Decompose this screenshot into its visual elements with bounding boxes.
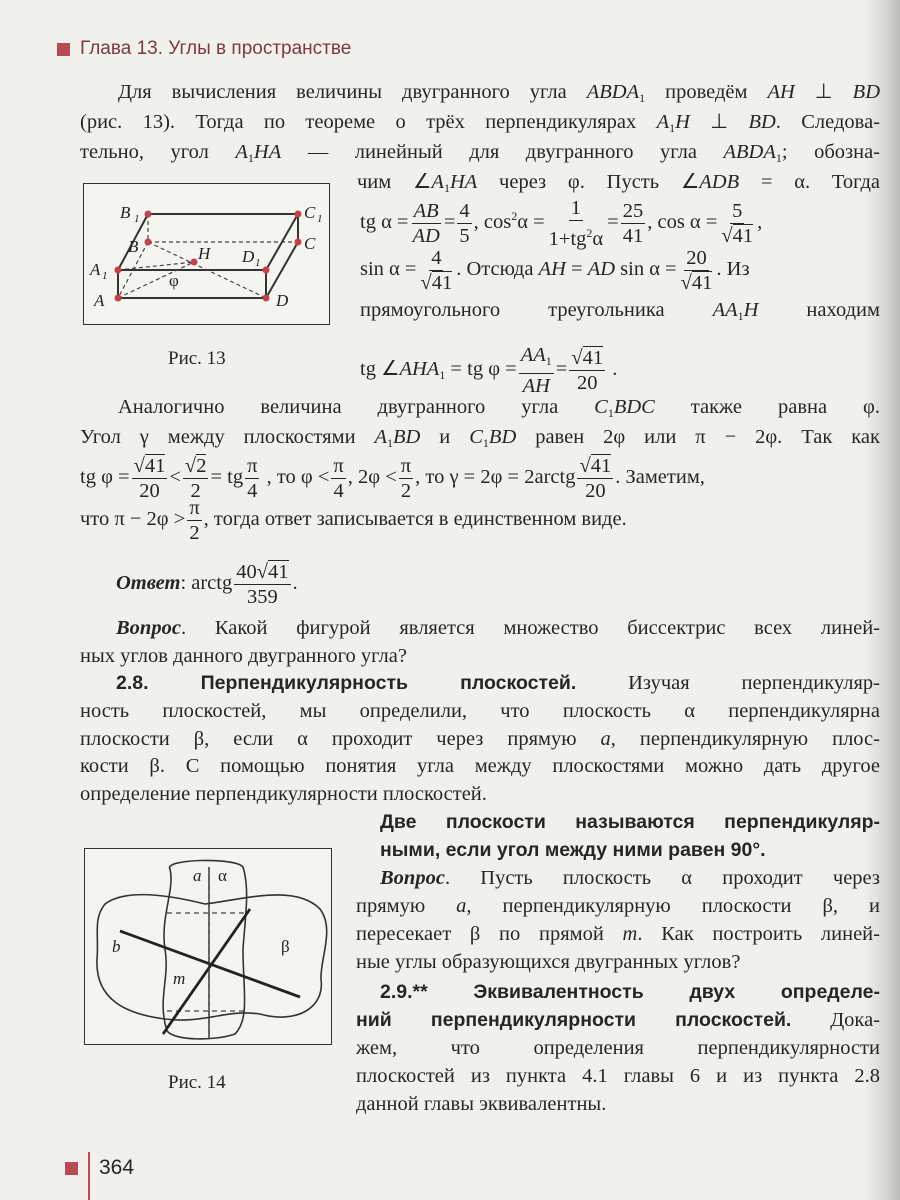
denominator: [457, 224, 471, 248]
denominator: [411, 224, 442, 248]
text-run: ных углов данного двугранного угла?: [80, 645, 407, 667]
point-label: B: [120, 203, 131, 222]
text-run: = tg: [210, 466, 244, 489]
text-run: : arctg: [180, 572, 233, 595]
math-variable: C: [594, 396, 608, 418]
text-run: 2: [189, 522, 200, 544]
text-run: tg α =: [360, 211, 409, 234]
angle-label: φ: [169, 271, 179, 290]
subscript: 1: [737, 309, 744, 323]
radicand: 41: [431, 272, 453, 294]
denominator: [621, 224, 646, 248]
text-run: 25: [622, 200, 644, 222]
radical-icon: √: [571, 347, 583, 369]
math-variable: AD: [412, 225, 440, 247]
math-variable: A: [235, 141, 248, 163]
text-run: ⊥: [689, 111, 749, 133]
radicand: 41: [582, 347, 604, 369]
point-label: H: [198, 244, 211, 263]
text-line: [356, 1091, 606, 1117]
text-run: . Как построить линей-: [637, 923, 880, 945]
text-run: 20: [139, 480, 160, 502]
fraction: [569, 346, 605, 395]
text-run: Угол γ между плоскостями: [80, 426, 375, 448]
text-run: ,: [757, 211, 763, 234]
numerator: [457, 199, 471, 224]
text-run: , перпендикулярную плоскости β, и: [466, 895, 880, 917]
radicand: 41: [268, 561, 289, 583]
text-run: , cos: [473, 211, 512, 234]
math-variable: a: [456, 895, 467, 917]
math-variable: m: [622, 923, 638, 945]
text-run: что π − 2φ >: [80, 508, 186, 531]
text-line: [80, 781, 487, 807]
math-variable: AB: [413, 200, 439, 222]
radical-icon: √: [579, 455, 591, 477]
text-run: . Следова-: [775, 111, 881, 133]
math-variable: ABDA: [723, 141, 776, 163]
text-run: =: [555, 358, 568, 381]
square-root: [579, 454, 611, 477]
subscript: 1: [482, 436, 489, 450]
denominator: [575, 371, 600, 395]
point-label: 1: [102, 270, 108, 282]
radicand: 41: [691, 272, 713, 294]
fraction: [187, 496, 201, 545]
text-run: 4: [333, 480, 344, 502]
subscript: 1: [545, 354, 552, 368]
perpendicular-planes-diagram: [85, 849, 331, 1044]
page-marker-icon: [65, 1162, 78, 1175]
numerator: [234, 560, 290, 585]
text-run: π: [189, 497, 200, 519]
text-run: прямую: [356, 895, 457, 917]
text-run: , cos α =: [647, 211, 718, 234]
text-run: Аналогично величина двугранного угла: [118, 396, 595, 418]
line-label: m: [173, 969, 186, 988]
numerator: [621, 199, 646, 224]
point-label: C: [304, 203, 316, 222]
text-line: [80, 643, 407, 669]
text-run: Дока-: [791, 1009, 880, 1031]
square-root: [571, 346, 603, 369]
fraction: [621, 199, 646, 248]
section-heading: ний перпендикулярности плоскостей.: [356, 1009, 792, 1031]
numerator: [412, 199, 441, 224]
superscript: 2: [511, 209, 518, 224]
text-run: данной главы эквивалентны.: [356, 1093, 607, 1115]
denominator: [245, 585, 280, 609]
text-run: плоскости β, если α проходит через прямую: [80, 728, 601, 750]
fraction: [457, 199, 471, 248]
parallelepiped-diagram: [84, 184, 329, 324]
text-line: [118, 394, 880, 426]
page-number: 364: [99, 1156, 135, 1179]
radicand: 41: [590, 455, 612, 477]
text-run: и: [420, 426, 470, 448]
radical-icon: √: [721, 225, 733, 247]
text-line: [80, 109, 880, 141]
text-line: [360, 297, 880, 329]
fraction: [519, 343, 554, 398]
square-root: [185, 454, 207, 477]
section-heading: 2.9.** Эквивалентность двух определе-: [380, 981, 880, 1003]
numerator: [187, 496, 201, 521]
text-run: проведём: [645, 81, 768, 103]
math-variable: BD: [488, 426, 517, 448]
text-line: [356, 1063, 880, 1089]
text-run: 20: [585, 480, 606, 502]
math-variable: C: [469, 426, 483, 448]
text-run: Изучая перпендикуляр-: [576, 672, 880, 694]
radical-icon: √: [184, 455, 197, 477]
radicand: 2: [196, 455, 207, 477]
point-label: 1: [134, 213, 140, 225]
chapter-marker-icon: [57, 43, 70, 56]
numerator: [429, 246, 443, 271]
radical-icon: √: [133, 455, 145, 477]
figure-14-caption: Рис. 14: [168, 1072, 226, 1093]
text-run: находим: [758, 299, 880, 321]
square-root: [681, 271, 713, 294]
text-line: [118, 79, 880, 111]
math-variable: A: [431, 171, 444, 193]
text-run: π: [247, 455, 258, 477]
text-run: через φ. Пусть ∠: [477, 171, 700, 193]
text-run: жем, что определения перпендикулярности: [356, 1037, 880, 1059]
text-run: sin α =: [360, 258, 417, 281]
fraction: [719, 199, 755, 248]
text-run: 20: [686, 247, 707, 269]
text-run: sin α =: [615, 258, 677, 281]
text-run: также равна φ.: [654, 396, 880, 418]
subscript: 1: [387, 436, 394, 450]
section-heading-line: [380, 979, 880, 1005]
numerator: [730, 199, 744, 224]
text-run: = α. Тогда: [739, 171, 880, 193]
line-label: b: [112, 937, 121, 956]
subscript: 1: [247, 151, 254, 165]
text-run: чим ∠: [357, 171, 432, 193]
label-emphasis: Вопрос: [380, 867, 445, 889]
figure-13-caption: Рис. 13: [168, 348, 226, 369]
numerator: [569, 196, 583, 221]
text-line: [80, 139, 880, 171]
radical-icon: √: [680, 272, 692, 294]
text-line: [356, 921, 880, 947]
text-line: [80, 698, 880, 724]
section-heading: ными, если угол между ними равен 90°.: [380, 839, 766, 861]
text-run: =: [443, 211, 456, 234]
subscript: 1: [639, 91, 646, 105]
text-run: плоскостей из пункта 4.1 главы 6 и из пункта 2.8: [356, 1065, 880, 1087]
text-run: 4: [247, 480, 258, 502]
point-label: A: [90, 260, 101, 279]
fraction: [418, 246, 454, 295]
text-line: [356, 893, 880, 919]
math-variable: H: [675, 111, 690, 133]
figure-14: [84, 848, 332, 1045]
square-root: [257, 560, 289, 583]
text-run: тельно, угол: [80, 141, 236, 163]
text-run: определение перпендикулярности плоскостей.: [80, 783, 487, 805]
radical-icon: √: [420, 272, 432, 294]
text-run: . Какой фигурой является множество биссектрис всех линей-: [180, 617, 880, 639]
numerator: [183, 454, 209, 479]
text-line: [80, 726, 880, 752]
text-run: , 2φ <: [347, 466, 397, 489]
math-variable: BD: [748, 111, 776, 133]
math-variable: BD: [852, 81, 880, 103]
subscript: 1: [439, 368, 446, 383]
text-run: ность плоскостей, мы определили, что плоскость α перпендикулярна: [80, 700, 880, 722]
point-label: 1: [255, 257, 261, 269]
text-run: 5: [732, 200, 743, 222]
text-line: [356, 1035, 880, 1061]
math-variable: AD: [587, 258, 616, 281]
math-variable: A: [374, 426, 388, 448]
text-run: tg ∠: [360, 358, 400, 381]
text-line: [356, 949, 740, 975]
point-label: 1: [317, 213, 323, 225]
line-label: a: [193, 866, 202, 885]
text-run: , тогда ответ записывается в единственном виде.: [203, 508, 627, 531]
math-variable: ADB: [699, 171, 740, 193]
definition-line: [380, 837, 766, 863]
math-variable: BDC: [613, 396, 655, 418]
numerator: [684, 246, 709, 271]
numerator: [132, 454, 168, 479]
math-variable: HA: [449, 171, 478, 193]
denominator: [679, 271, 715, 295]
math-variable: AA: [520, 344, 546, 366]
text-run: ⊥: [794, 81, 853, 103]
superscript: 2: [586, 226, 593, 240]
text-run: — линейный для двугранного угла: [281, 141, 724, 163]
text-run: 20: [576, 372, 598, 394]
text-line: [80, 424, 880, 456]
text-run: . Из: [716, 258, 750, 281]
text-run: кости β. С помощью понятия угла между плоскостями можно дать другое: [80, 755, 880, 777]
section-heading-line: [116, 670, 880, 696]
text-run: , то γ = 2φ = 2arctg: [415, 466, 576, 489]
text-run: , то φ <: [261, 466, 330, 489]
text-run: α: [592, 228, 604, 250]
formula-line: [360, 343, 617, 398]
text-run: 359: [246, 586, 278, 608]
text-run: . Заметим,: [615, 466, 705, 489]
chapter-header: Глава 13. Углы в пространстве: [80, 38, 352, 59]
text-run: 2: [190, 480, 201, 502]
subscript: 1: [775, 151, 782, 165]
square-root: [721, 224, 753, 247]
text-run: 4: [459, 200, 470, 222]
subscript: 1: [607, 406, 614, 420]
text-run: 5: [459, 225, 470, 247]
text-run: =: [607, 211, 619, 234]
subscript: 1: [669, 121, 676, 135]
numerator: [519, 343, 554, 374]
numerator: [399, 454, 413, 479]
section-heading: Две плоскости называются перпендикуляр-: [380, 811, 880, 833]
label-emphasis: Вопрос: [116, 617, 181, 639]
text-run: . Пусть плоскость α проходит через: [444, 867, 880, 889]
square-root: [134, 454, 166, 477]
subscript: 1: [443, 181, 450, 195]
text-run: 1+tg: [548, 228, 587, 250]
text-run: π: [333, 455, 344, 477]
math-variable: AH: [538, 258, 566, 281]
math-variable: BD: [393, 426, 421, 448]
denominator: [187, 521, 201, 545]
text-run: 40: [236, 561, 257, 583]
text-run: Для вычисления величины двугранного угла: [118, 81, 587, 103]
radicand: 41: [144, 455, 166, 477]
math-variable: AH: [767, 81, 795, 103]
math-variable: AHA: [399, 358, 440, 381]
text-run: 2: [400, 480, 412, 502]
text-run: равен 2φ или π − 2φ. Так как: [516, 426, 880, 448]
text-run: α =: [517, 211, 545, 234]
text-run: π: [400, 455, 412, 477]
text-run: пересекает β по прямой: [356, 923, 623, 945]
point-label: D: [242, 247, 255, 266]
text-run: <: [169, 466, 181, 489]
radical-icon: √: [256, 561, 268, 583]
math-variable: ABDA: [586, 81, 640, 103]
fraction: [411, 199, 442, 248]
math-variable: AH: [522, 375, 550, 397]
math-variable: a: [600, 728, 611, 750]
definition-line: [380, 809, 880, 835]
text-line: [80, 753, 880, 779]
footer-divider: [88, 1152, 90, 1200]
square-root: [420, 271, 452, 294]
text-run: 4: [431, 247, 442, 269]
text-run: 1: [570, 197, 582, 219]
text-line: [80, 496, 627, 545]
fraction: [547, 196, 606, 251]
text-run: (рис. 13). Тогда по теореме о трёх перпендикулярах: [80, 111, 657, 133]
text-run: . Отсюда: [456, 258, 539, 281]
math-variable: HA: [253, 141, 282, 163]
text-line: [380, 865, 880, 891]
fraction: [679, 246, 715, 295]
math-variable: AA: [712, 299, 738, 321]
math-variable: A: [656, 111, 670, 133]
point-label: D: [276, 291, 289, 310]
plane-label: β: [281, 937, 290, 956]
text-run: прямоугольного треугольника: [360, 299, 713, 321]
formula-line: [360, 196, 762, 251]
text-run: tg φ =: [80, 466, 130, 489]
denominator: [719, 224, 755, 248]
numerator: [577, 454, 613, 479]
numerator: [245, 454, 259, 479]
fraction: [234, 560, 290, 609]
text-run: , перпендикулярную плос-: [610, 728, 880, 750]
text-run: =: [565, 258, 588, 281]
numerator: [569, 346, 605, 371]
numerator: [331, 454, 345, 479]
denominator: [418, 271, 454, 295]
text-run: ные углы образующихся двугранных углов?: [356, 951, 741, 973]
text-line: [116, 615, 880, 641]
point-label: A: [94, 291, 105, 310]
point-label: B: [128, 237, 139, 256]
text-run: .: [292, 572, 298, 595]
label-emphasis: Ответ: [116, 572, 181, 595]
text-run: = tg φ =: [445, 358, 517, 381]
section-heading-line: [356, 1007, 880, 1033]
figure-13: [83, 183, 330, 325]
point-label: C: [304, 234, 316, 253]
text-run: .: [607, 358, 618, 381]
math-variable: H: [743, 299, 759, 321]
text-run: 41: [622, 225, 644, 247]
text-run: ; обозна-: [781, 141, 881, 163]
plane-label: α: [218, 866, 227, 885]
formula-line: [360, 246, 750, 295]
section-heading: 2.8. Перпендикулярность плоскостей.: [116, 672, 577, 694]
answer-line: [116, 560, 298, 609]
radicand: 41: [732, 225, 754, 247]
